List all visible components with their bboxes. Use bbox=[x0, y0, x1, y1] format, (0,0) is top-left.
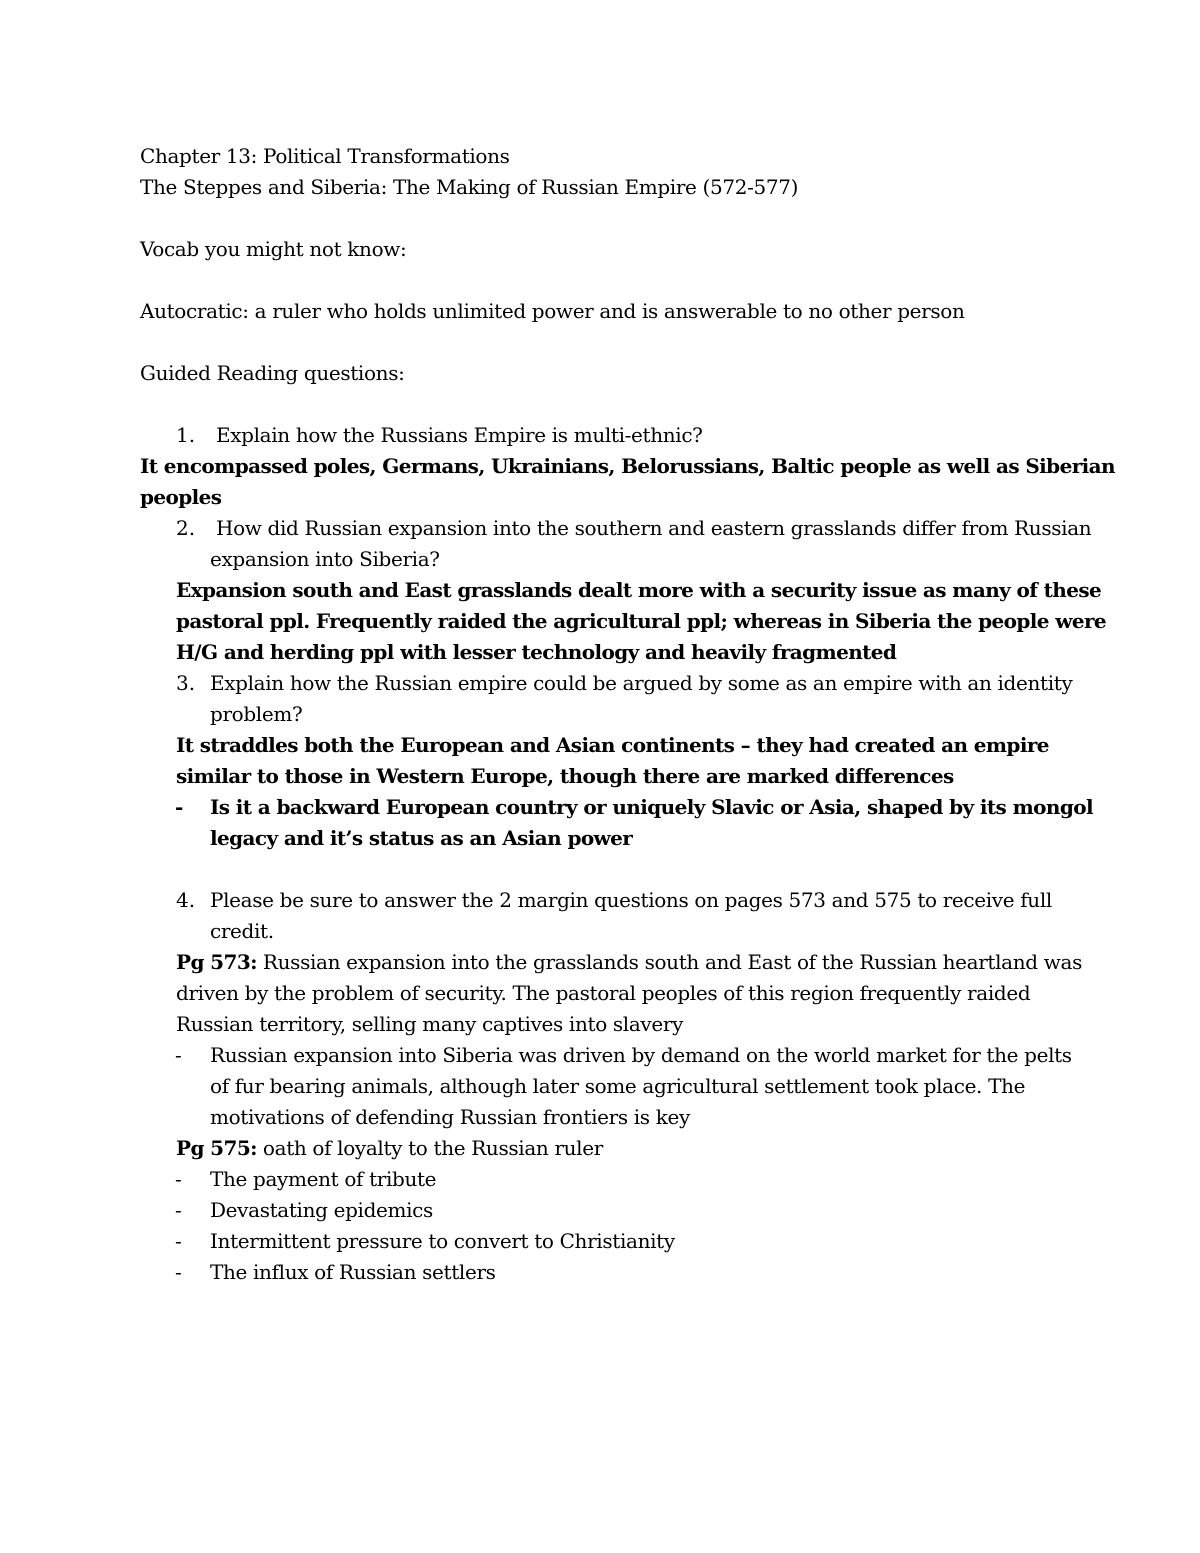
q3-answer-line-2: similar to those in Western Europe, though there are marked differences bbox=[176, 764, 954, 788]
pg573-text: Russian expansion into the grasslands south and East of the Russian heartland was bbox=[256, 950, 1082, 974]
q1-number: 1. bbox=[176, 423, 196, 447]
pg575-text: oath of loyalty to the Russian ruler bbox=[256, 1136, 603, 1160]
pg575-label: Pg 575: bbox=[176, 1136, 257, 1160]
siberia-bullet-line-2: of fur bearing animals, although later some agricultural settlement took place. The bbox=[210, 1074, 1026, 1098]
guided-heading: Guided Reading questions: bbox=[140, 361, 405, 385]
siberia-bullet-dash: - bbox=[175, 1043, 182, 1067]
q4-question-line-1: Please be sure to answer the 2 margin questions on pages 573 and 575 to receive full bbox=[210, 888, 1052, 912]
q4-number: 4. bbox=[176, 888, 196, 912]
q3-answer-line-1: It straddles both the European and Asian continents – they had created an empire bbox=[176, 733, 1049, 757]
pg573-label: Pg 573: bbox=[176, 950, 257, 974]
q2-number: 2. bbox=[176, 516, 196, 540]
q3-number: 3. bbox=[176, 671, 196, 695]
section-title: The Steppes and Siberia: The Making of Russian Empire (572-577) bbox=[140, 175, 799, 199]
pg573-answer-line-1 bbox=[176, 947, 1082, 978]
pg575-item: Intermittent pressure to convert to Christianity bbox=[210, 1229, 675, 1253]
pg575-item-dash: - bbox=[175, 1198, 182, 1222]
q1-answer-line-1: It encompassed poles, Germans, Ukrainians, Belorussians, Baltic people as well as Siberian bbox=[140, 454, 1115, 478]
chapter-title: Chapter 13: Political Transformations bbox=[140, 144, 510, 168]
q3-bullet-dash: - bbox=[175, 795, 183, 819]
pg575-item-dash: - bbox=[175, 1229, 182, 1253]
q3-bullet-line-2: legacy and it’s status as an Asian power bbox=[210, 826, 633, 850]
vocab-heading: Vocab you might not know: bbox=[140, 237, 407, 261]
siberia-bullet-line-1: Russian expansion into Siberia was driven by demand on the world market for the pelts bbox=[210, 1043, 1072, 1067]
pg573-answer-line-3: Russian territory, selling many captives into slavery bbox=[176, 1012, 684, 1036]
pg573-answer-line-2: driven by the problem of security. The pastoral peoples of this region frequently raided bbox=[176, 981, 1031, 1005]
q2-question-line-2: expansion into Siberia? bbox=[210, 547, 440, 571]
pg575-item: The influx of Russian settlers bbox=[210, 1260, 496, 1284]
q3-question-line-1: Explain how the Russian empire could be argued by some as an empire with an identity bbox=[210, 671, 1073, 695]
pg575-item-dash: - bbox=[175, 1167, 182, 1191]
q2-answer-line-3: H/G and herding ppl with lesser technology and heavily fragmented bbox=[176, 640, 897, 664]
q4-question-line-2: credit. bbox=[210, 919, 274, 943]
q2-answer-line-2: pastoral ppl. Frequently raided the agricultural ppl; whereas in Siberia the people were bbox=[176, 609, 1107, 633]
pg575-answer bbox=[176, 1133, 603, 1164]
vocab-definition: Autocratic: a ruler who holds unlimited power and is answerable to no other person bbox=[140, 299, 965, 323]
q1-question: Explain how the Russians Empire is multi-ethnic? bbox=[216, 423, 703, 447]
q3-question-line-2: problem? bbox=[210, 702, 303, 726]
pg575-item-dash: - bbox=[175, 1260, 182, 1284]
pg575-item: The payment of tribute bbox=[210, 1167, 437, 1191]
q3-bullet-line-1: Is it a backward European country or uniquely Slavic or Asia, shaped by its mongol bbox=[210, 795, 1093, 819]
q1-answer-line-2: peoples bbox=[140, 485, 222, 509]
pg575-item: Devastating epidemics bbox=[210, 1198, 433, 1222]
siberia-bullet-line-3: motivations of defending Russian frontiers is key bbox=[210, 1105, 690, 1129]
q2-question-line-1: How did Russian expansion into the southern and eastern grasslands differ from Russian bbox=[216, 516, 1092, 540]
q2-answer-line-1: Expansion south and East grasslands dealt more with a security issue as many of these bbox=[176, 578, 1102, 602]
